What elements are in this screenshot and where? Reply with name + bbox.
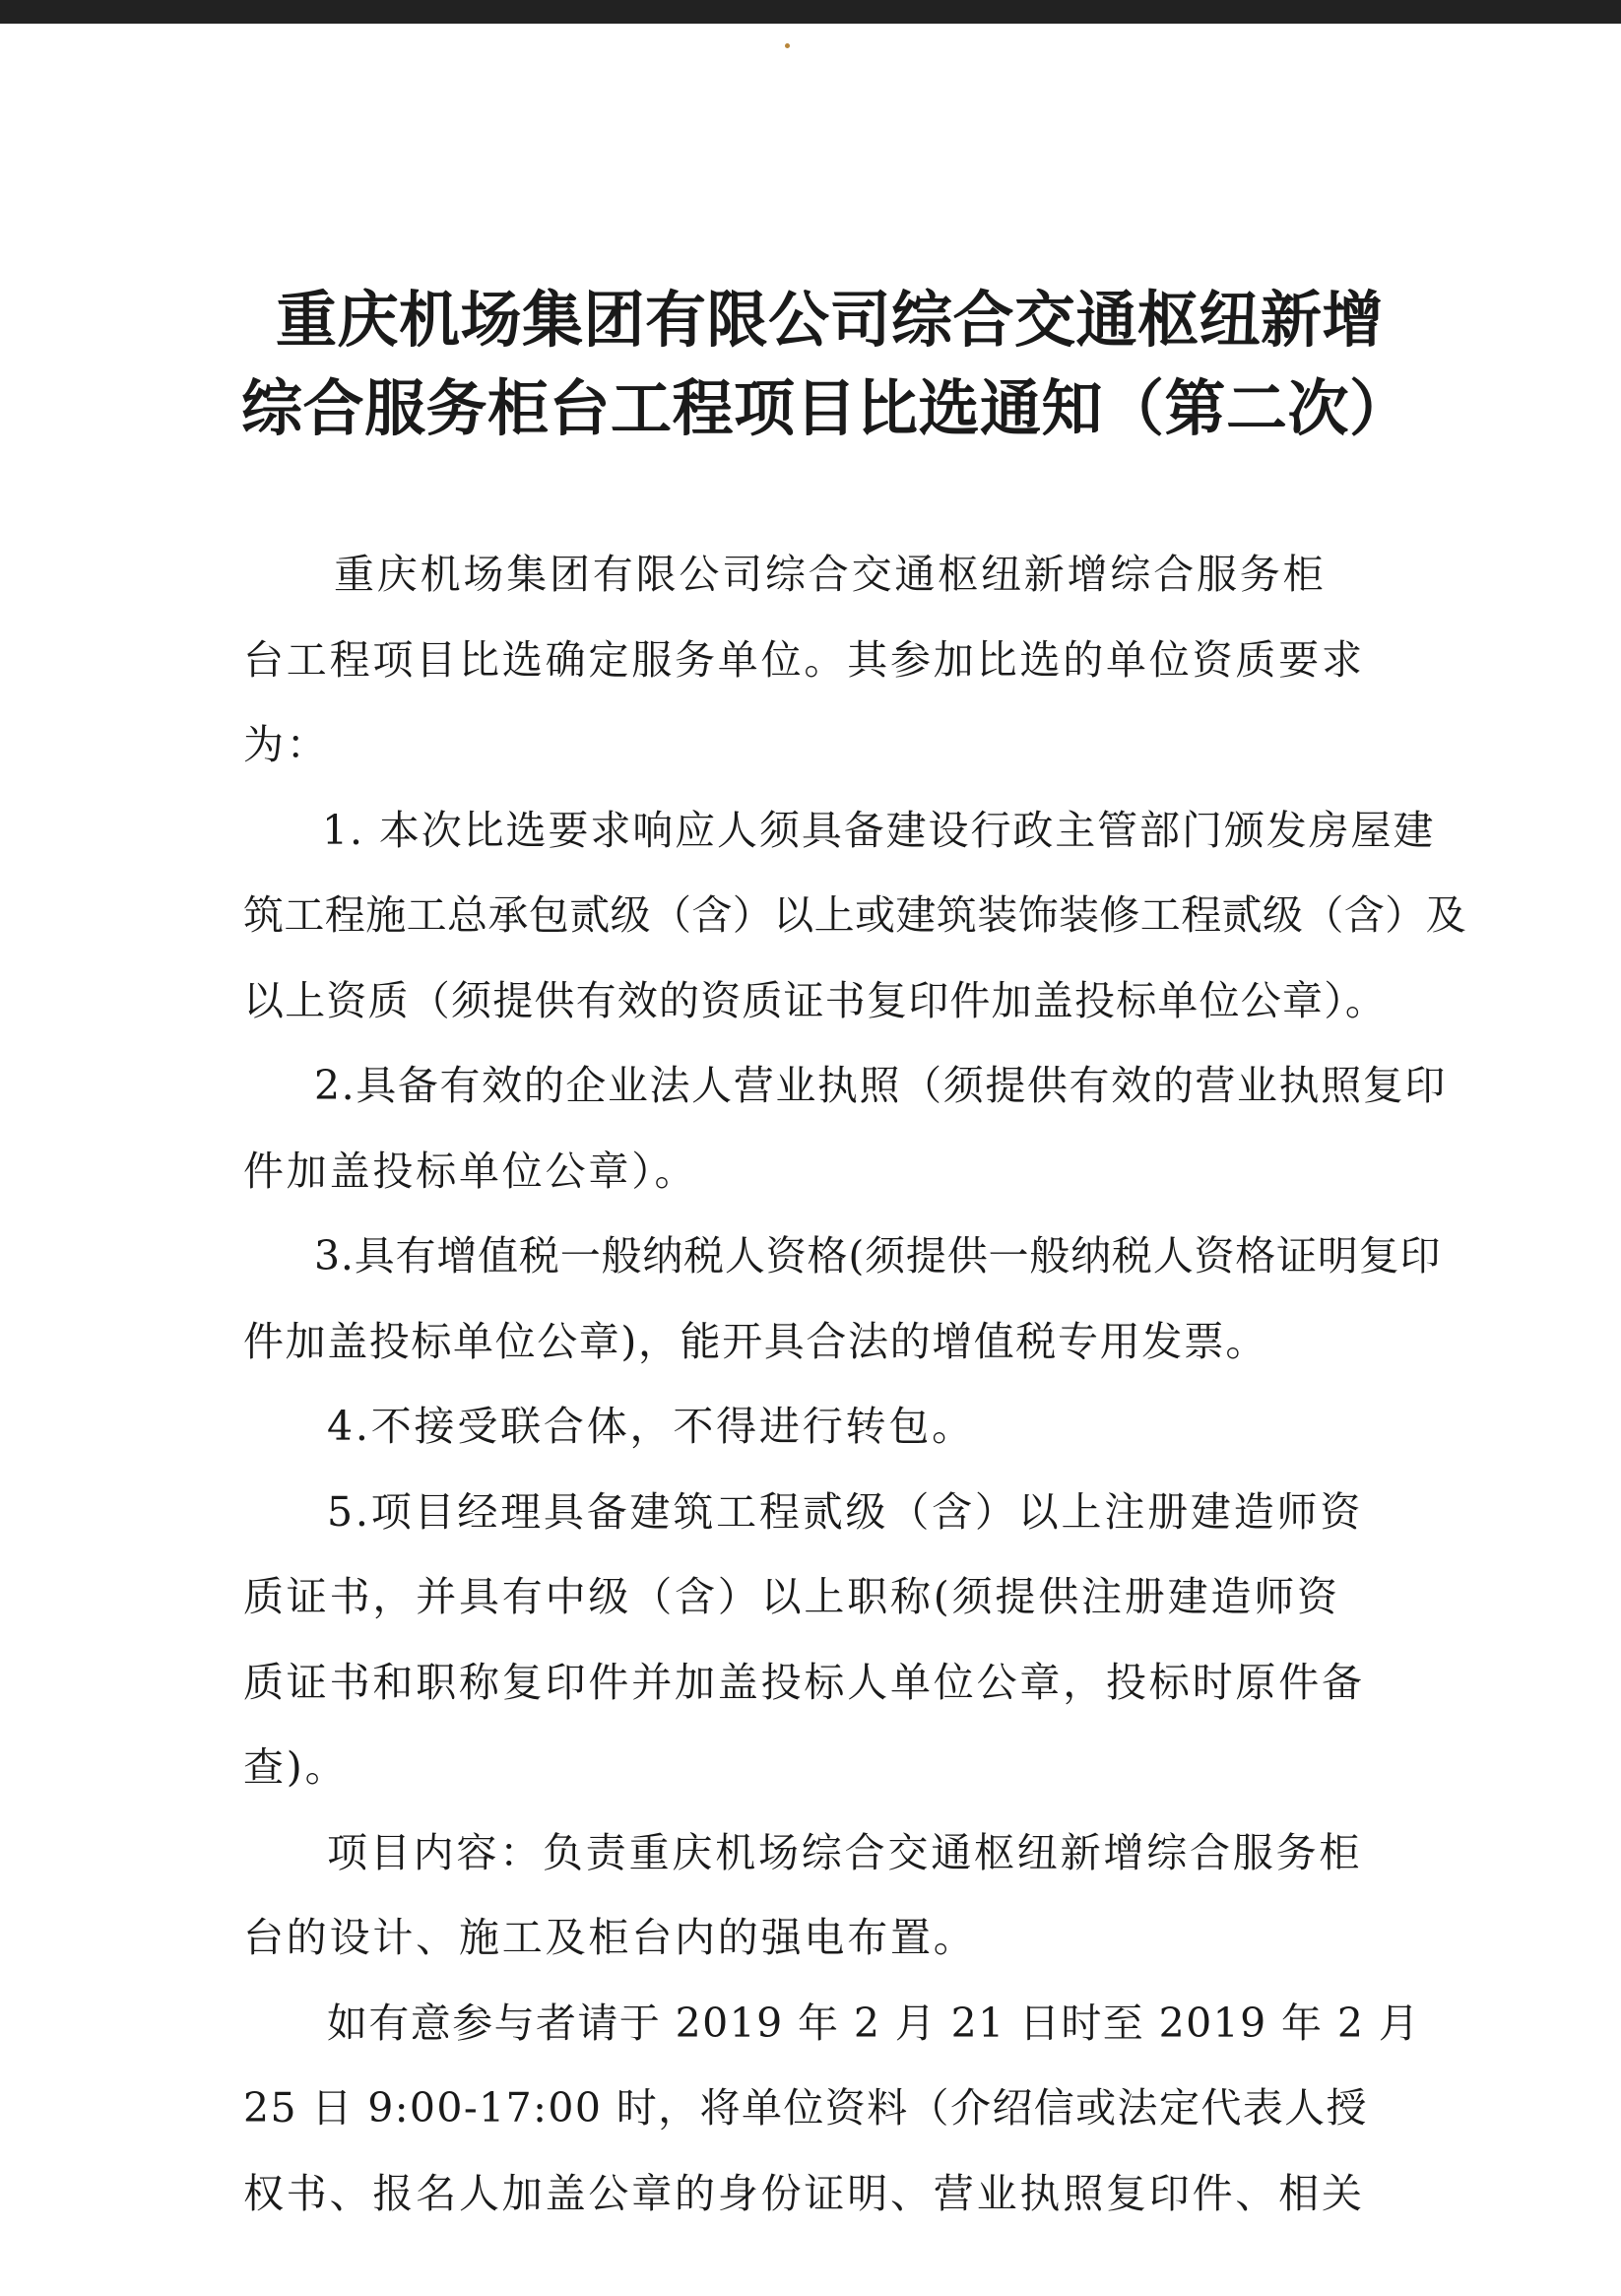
body-line: 4.不接受联合体，不得进行转包。	[327, 1403, 975, 1450]
body-line: 2.具备有效的企业法人营业执照（须提供有效的营业执照复印	[314, 1062, 1447, 1109]
body-line: 质证书和职称复印件并加盖投标人单位公章，投标时原件备	[243, 1658, 1365, 1706]
scan-speck	[785, 43, 790, 48]
body-line: 件加盖投标单位公章）。	[243, 1147, 698, 1195]
body-line: 查)。	[243, 1743, 349, 1791]
body-line: 如有意参与者请于 2019 年 2 月 21 日时至 2019 年 2 月	[327, 1999, 1421, 2047]
body-line: 台的设计、施工及柜台内的强电布置。	[243, 1914, 977, 1961]
body-line: 质证书，并具有中级（含）以上职称(须提供注册建造师资	[243, 1573, 1340, 1620]
body-line: 以上资质（须提供有效的资质证书复印件加盖投标单位公章）。	[243, 976, 1388, 1024]
body-line: 1. 本次比选要求响应人须具备建设行政主管部门颁发房屋建	[322, 806, 1436, 854]
body-line: 25 日 9:00-17:00 时，将单位资料（介绍信或法定代表人授	[243, 2084, 1368, 2132]
body-line: 权书、报名人加盖公章的身份证明、营业执照复印件、相关	[243, 2169, 1365, 2217]
body-line: 台工程项目比选确定服务单位。其参加比选的单位资质要求	[243, 635, 1365, 684]
title-line-2: 综合服务柜台工程项目比选通知（第二次）	[241, 372, 1411, 444]
body-line: 筑工程施工总承包贰级（含）以上或建筑装饰装修工程贰级（含）及	[243, 891, 1466, 939]
body-line: 件加盖投标单位公章)，能开具合法的增值税专用发票。	[243, 1317, 1267, 1365]
body-line: 项目内容：负责重庆机场综合交通枢纽新增综合服务柜	[327, 1828, 1363, 1876]
title-line-1: 重庆机场集团有限公司综合交通枢纽新增	[276, 284, 1385, 356]
body-line: 3.具有增值税一般纳税人资格(须提供一般纳税人资格证明复印	[314, 1232, 1442, 1279]
scan-top-edge	[0, 0, 1621, 24]
body-line: 5.项目经理具备建筑工程贰级（含）以上注册建造师资	[327, 1487, 1364, 1536]
body-line: 重庆机场集团有限公司综合交通枢纽新增综合服务柜	[334, 551, 1327, 598]
document-title	[241, 276, 1411, 453]
body-line: 为：	[243, 721, 330, 768]
document-body	[243, 532, 1466, 2236]
